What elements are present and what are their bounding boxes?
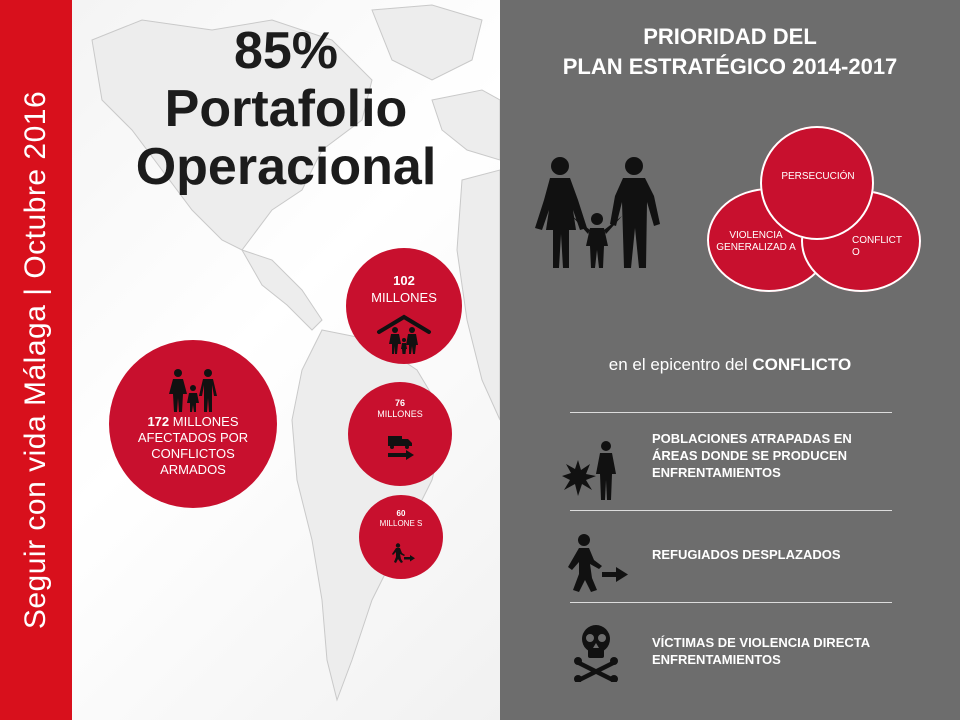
- circle-102-number: 102: [393, 273, 415, 288]
- walking-person-arrow-icon: [566, 534, 628, 592]
- circle-76-number: 76: [394, 398, 405, 408]
- title-line-portafolio: Portafolio: [164, 80, 408, 138]
- venn-label-violencia: VIOLENCIA GENERALIZAD A: [716, 230, 796, 253]
- circle-60-label: MILLONE S: [379, 519, 423, 528]
- venn-circle-persecucion: [760, 126, 874, 240]
- circle-102-text: [354, 272, 454, 306]
- divider: [570, 510, 892, 511]
- item-victimas: VÍCTIMAS DE VIOLENCIA DIRECTA ENFRENTAMIENTOS: [652, 635, 870, 667]
- skull-crossbones-icon: [574, 624, 618, 682]
- truck-arrow-icon: [386, 434, 416, 462]
- priority-title: [500, 22, 960, 82]
- title-percentage: 85%: [233, 22, 339, 80]
- priority-title-line2: PLAN ESTRATÉGICO 2014-2017: [562, 54, 898, 79]
- epicentro-bold: CONFLICTO: [752, 355, 852, 374]
- venn-label-conflicto: CONFLICT O: [852, 235, 902, 258]
- circle-60-millones: [359, 495, 443, 579]
- circle-76-text: [360, 398, 440, 420]
- house-family-icon: [376, 314, 432, 356]
- circle-102-millones: [346, 248, 462, 364]
- affected-circle-text: [129, 414, 257, 478]
- family-icon-large: [530, 156, 662, 270]
- title-line-operacional: Operacional: [135, 138, 437, 196]
- circle-76-label: MILLONES: [377, 409, 423, 419]
- right-panel: [500, 0, 960, 720]
- item-poblaciones: POBLACIONES ATRAPADAS EN ÁREAS DONDE SE PRODUCEN ENFRENTAMIENTOS: [652, 431, 852, 480]
- page-title: [72, 22, 500, 196]
- priority-title-line1: PRIORIDAD DEL: [643, 24, 817, 49]
- sidebar-text: Seguir con vida Málaga | Octubre 2016: [19, 90, 52, 630]
- item-refugiados: REFUGIADOS DESPLAZADOS: [652, 547, 841, 562]
- epicentro-prefix: en el epicentro del: [608, 355, 753, 374]
- circle-60-number: 60: [396, 509, 406, 518]
- affected-circle: [109, 340, 277, 508]
- circle-102-label: MILLONES: [371, 290, 437, 305]
- walking-person-arrow-icon: [391, 543, 415, 563]
- circle-60-text: [373, 509, 429, 529]
- divider: [570, 602, 892, 603]
- circle-76-millones: [348, 382, 452, 486]
- explosion-person-icon: [562, 440, 622, 502]
- family-icon: [169, 368, 217, 412]
- venn-label-persecucion: PERSECUCIÓN: [781, 171, 855, 182]
- priority-venn-diagram: [700, 122, 940, 294]
- epicentro-text: [500, 355, 960, 375]
- affected-label: MILLONES AFECTADOS POR CONFLICTOS ARMADOS: [137, 414, 249, 477]
- affected-number: 172: [147, 414, 170, 429]
- sidebar: [0, 0, 72, 720]
- divider: [570, 412, 892, 413]
